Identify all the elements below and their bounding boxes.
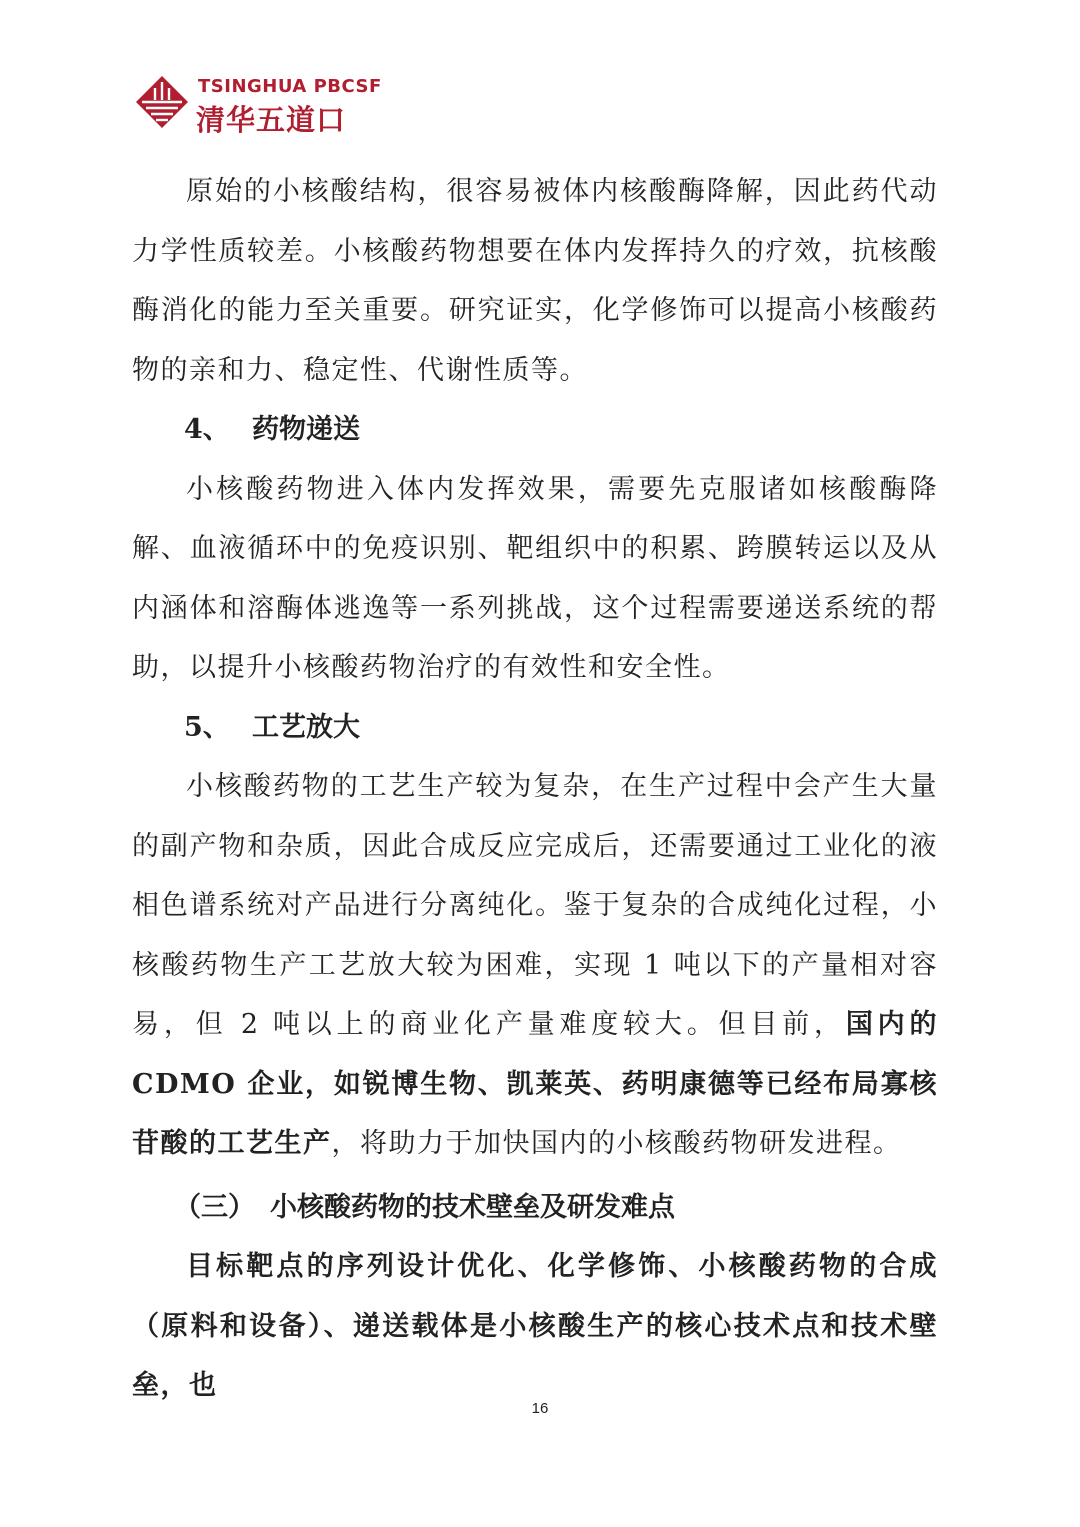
paragraph-chemical-modification: 原始的小核酸结构，很容易被体内核酸酶降解，因此药代动力学性质较差。小核酸药物想要在体内发挥持久的疗效，抗核酸酶消化的能力至关重要。研究证实，化学修饰可以提高小核酸药物的亲和力、稳定性、代谢性质等。 [132, 176, 938, 386]
paragraph-process-bold-text: 国内的 CDMO 企业，如锐博生物、凯莱英、药明康德等已经布局寡核苷酸的工艺生产 [132, 1009, 939, 1159]
pbcsf-emblem-icon [134, 74, 190, 130]
section-4-title: 药物递送 [252, 414, 360, 445]
paragraph-process-text-end: ，将助力于加快国内的小核酸药物研发进程。 [331, 1128, 902, 1159]
page-number: 16 [531, 1400, 549, 1417]
document-body [132, 162, 938, 1416]
section-4-number: 4、 [184, 414, 230, 445]
paragraph-technical-barriers: 目标靶点的序列设计优化、化学修饰、小核酸药物的合成（原料和设备）、递送载体是小核酸生产的核心技术点和技术壁垒，也 [132, 1251, 938, 1401]
section-three-title: 小核酸药物的技术壁垒及研发难点 [270, 1191, 675, 1223]
section-three-heading [132, 1178, 938, 1238]
section-three-number: （三） [174, 1191, 255, 1223]
logo-chinese-text: 清华五道口 [196, 103, 347, 137]
section-5-number: 5、 [184, 711, 230, 743]
logo-english-text: TSINGHUA PBCSF [198, 76, 382, 97]
paragraph-process-text-start: 小核酸药物的工艺生产较为复杂，在生产过程中会产生大量的副产物和杂质，因此合成反应完成后，还需要通过工业化的液相色谱系统对产品进行分离纯化。鉴于复杂的合成纯化过程，小核酸药物生产工艺放大较为困难，实现 1 吨以下的产量相对容易，但 2 吨以上的商业化产量难度较大。但目前， [132, 771, 938, 1040]
section-5-heading [132, 698, 938, 758]
paragraph-drug-delivery: 小核酸药物进入体内发挥效果，需要先克服诸如核酸酶降解、血液循环中的免疫识别、靶组织中的积累、跨膜转运以及从内涵体和溶酶体逃逸等一系列挑战，这个过程需要递送系统的帮助，以提升小核酸药物治疗的有效性和安全性。 [132, 473, 938, 683]
section-4-heading [132, 400, 938, 460]
paragraph-process-scale-up [132, 757, 938, 1174]
section-5-title: 工艺放大 [252, 711, 360, 743]
tsinghua-pbcsf-logo [134, 72, 382, 137]
